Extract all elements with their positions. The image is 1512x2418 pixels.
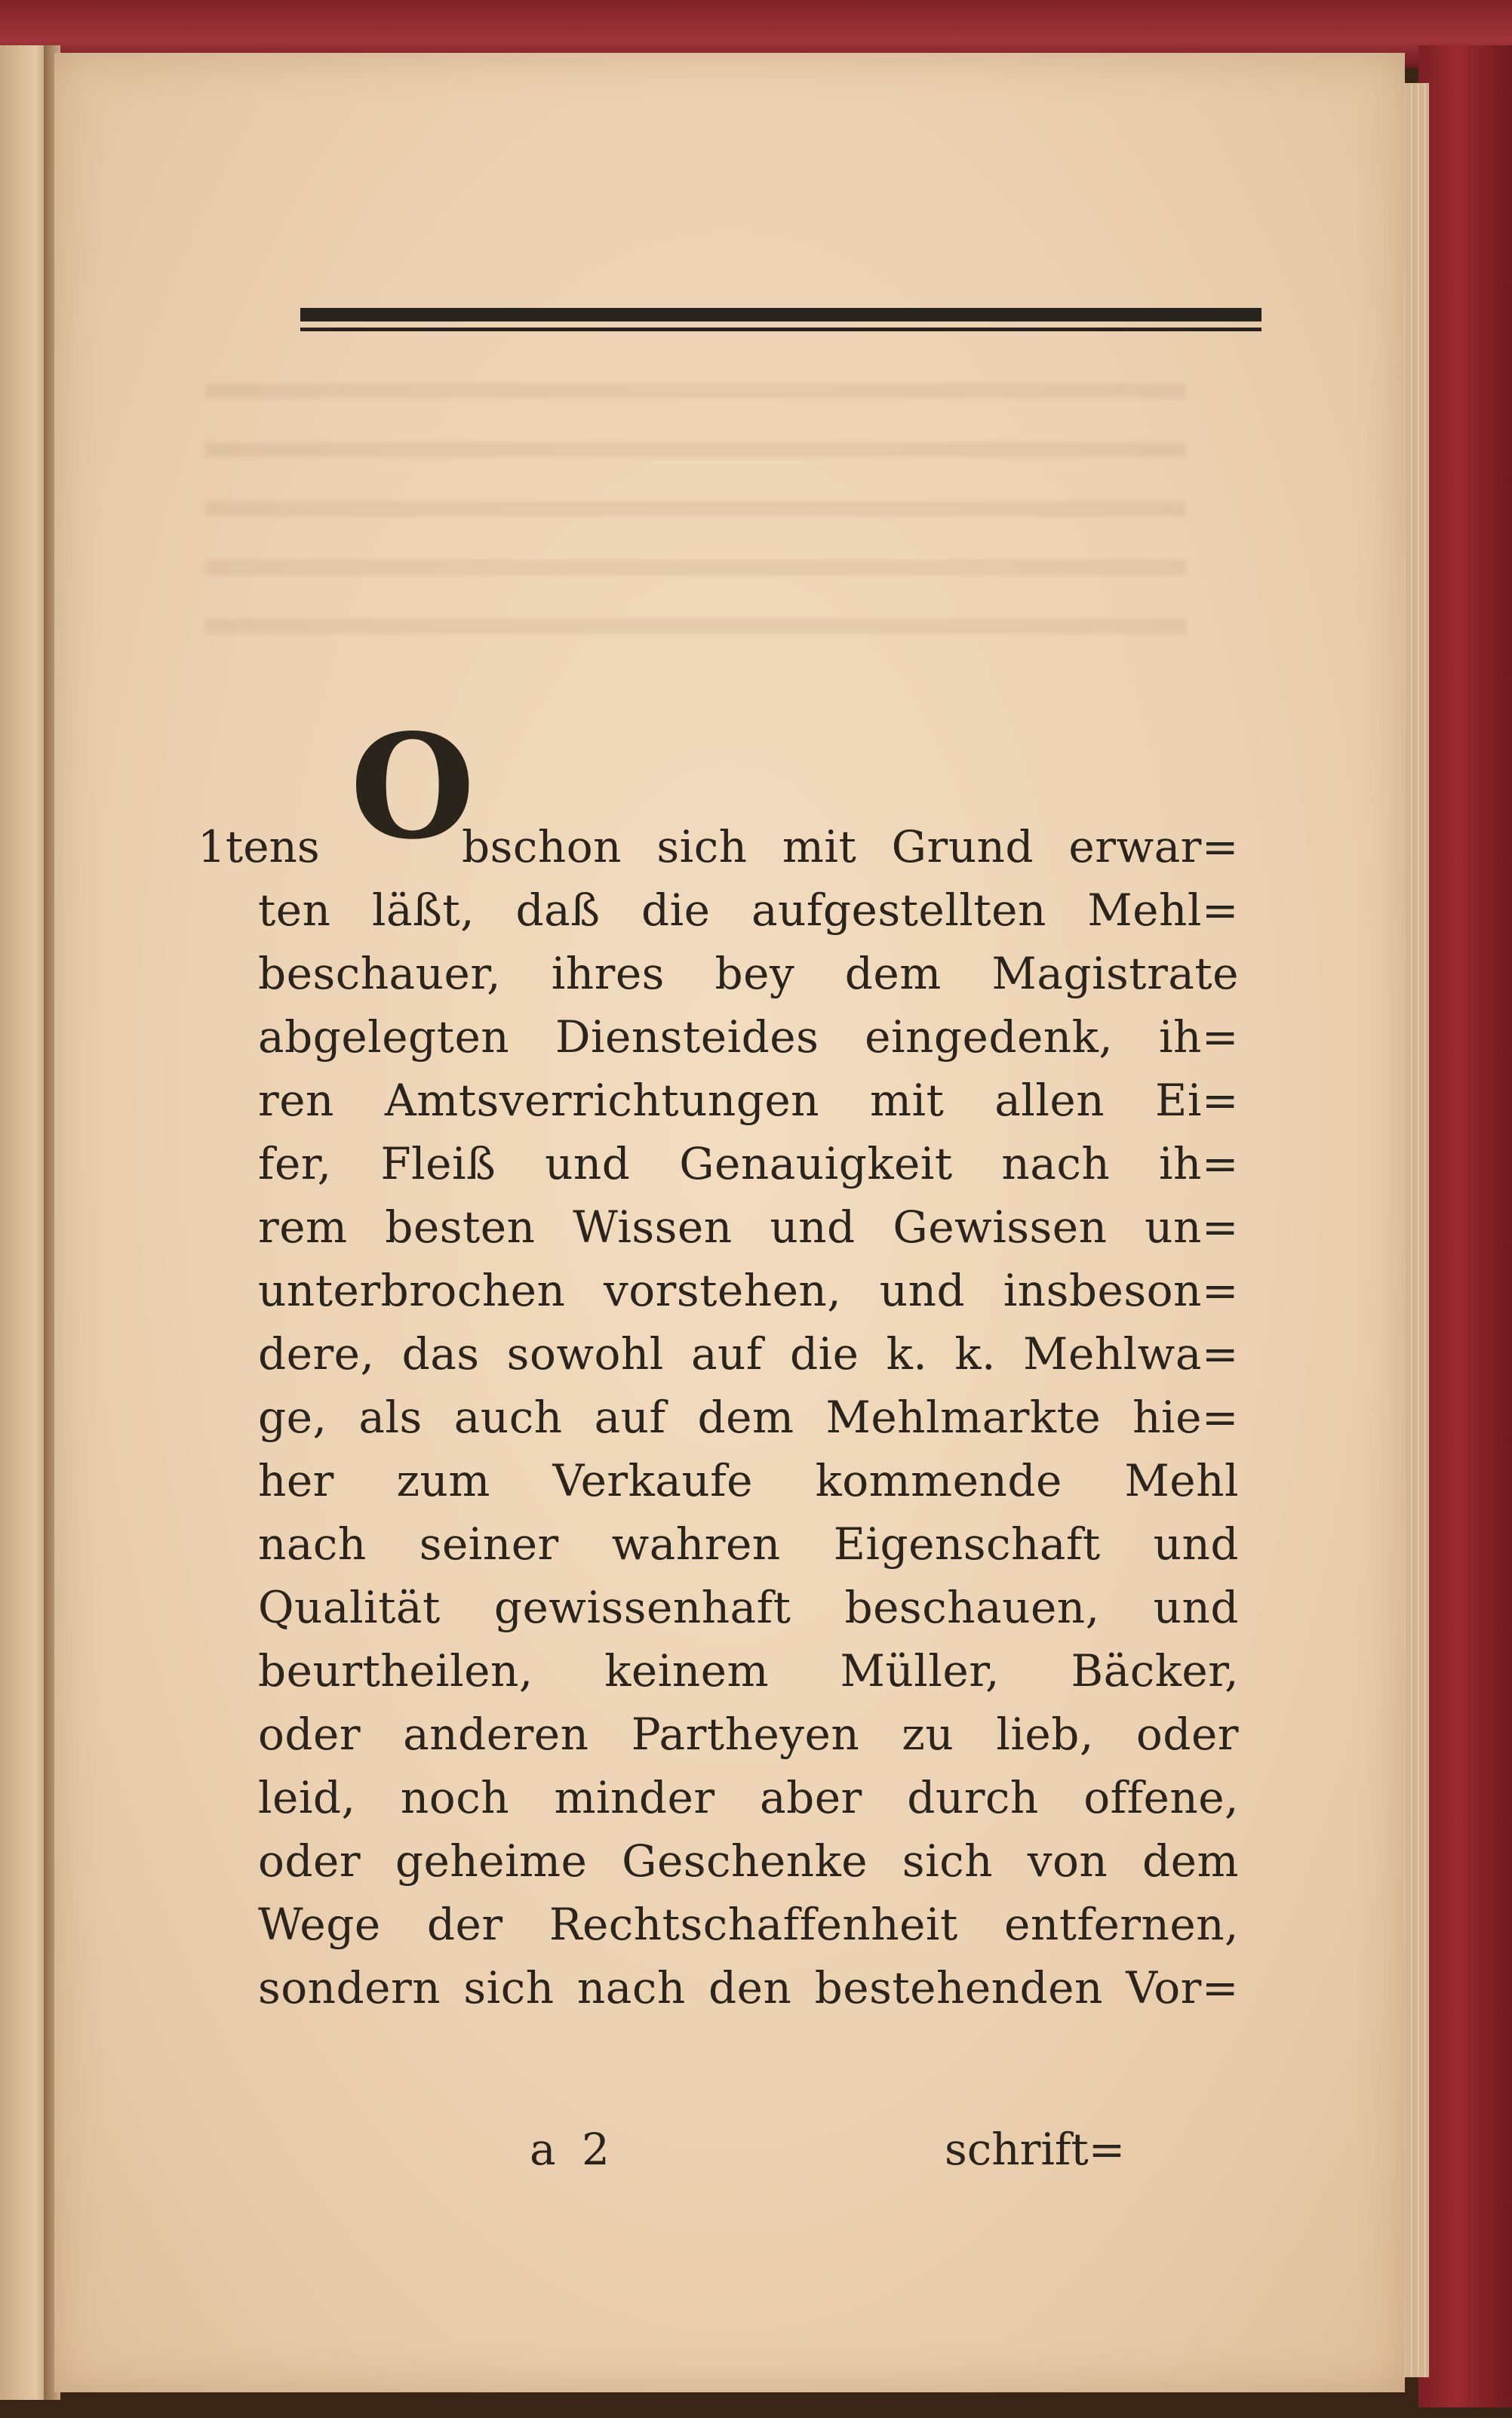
catchword: schrift= — [945, 2124, 1126, 2175]
initial-letter: O — [350, 703, 475, 871]
book-page — [54, 53, 1405, 2392]
book-cover-right-edge — [1418, 45, 1512, 2407]
text-line: fer, Fleiß und Genauigkeit nach ih= — [258, 1138, 1239, 1189]
text-line: ten läßt, daß die aufgestellten Mehl= — [258, 884, 1239, 936]
text-line: oder geheime Geschenke sich von dem — [258, 1835, 1239, 1887]
text-line: nach seiner wahren Eigenschaft und — [258, 1518, 1239, 1570]
text-line: Wege der Rechtschaffenheit entfernen, — [258, 1899, 1239, 1950]
text-block — [54, 53, 1405, 2392]
text-line: leid, noch minder aber durch offene, — [258, 1772, 1239, 1823]
text-line: sondern sich nach den bestehenden Vor= — [258, 1962, 1239, 2013]
text-line: rem besten Wissen und Gewissen un= — [258, 1201, 1239, 1253]
text-line: beurtheilen, keinem Müller, Bäcker, — [258, 1645, 1239, 1697]
text-line: ge, als auch auf dem Mehlmarkte hie= — [258, 1392, 1239, 1443]
text-line: beschauer, ihres bey dem Magistrate — [258, 948, 1239, 999]
text-line: unterbrochen vorstehen, und insbeson= — [258, 1265, 1239, 1316]
text-line: oder anderen Partheyen zu lieb, oder — [258, 1709, 1239, 1760]
text-line: her zum Verkaufe kommende Mehl — [258, 1455, 1239, 1506]
signature-mark: a 2 — [530, 2124, 616, 2175]
text-line: dere, das sowohl auf die k. k. Mehlwa= — [258, 1328, 1239, 1380]
text-line: Qualität gewissenhaft beschauen, und — [258, 1582, 1239, 1633]
paragraph-number: 1tens — [198, 821, 320, 872]
text-line: bschon sich mit Grund erwar= — [462, 821, 1239, 872]
text-line: ren Amtsverrichtungen mit allen Ei= — [258, 1075, 1239, 1126]
text-line: abgelegten Diensteides eingedenk, ih= — [258, 1011, 1239, 1063]
